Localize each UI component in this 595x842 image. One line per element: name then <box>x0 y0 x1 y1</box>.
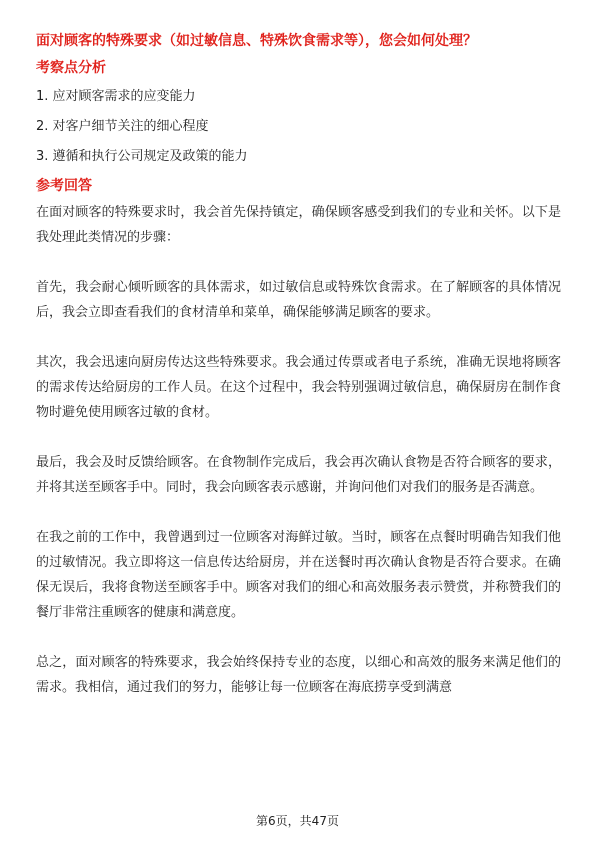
analysis-item: 1. 应对顾客需求的应变能力 <box>36 89 196 104</box>
analysis-list <box>36 82 561 172</box>
analysis-title: 考察点分析 <box>36 60 106 76</box>
answer-paragraph: 最后，我会及时反馈给顾客。在食物制作完成后，我会再次确认食物是否符合顾客的要求，并将其送至顾客手中。同时，我会向顾客表示感谢，并询问他们对我们的服务是否满意。 <box>36 455 561 495</box>
question-heading: 面对顾客的特殊要求（如过敏信息、特殊饮食需求等），您会如何处理？ <box>36 33 477 49</box>
answer-paragraph: 在面对顾客的特殊要求时，我会首先保持镇定，确保顾客感受到我们的专业和关怀。以下是我处理此类情况的步骤： <box>36 205 561 245</box>
document-page <box>36 30 561 700</box>
page-number: 第6页，共47页 <box>256 814 339 828</box>
answer-title: 参考回答 <box>36 178 92 194</box>
analysis-item: 2. 对客户细节关注的细心程度 <box>36 119 209 134</box>
answer-paragraph: 其次，我会迅速向厨房传达这些特殊要求。我会通过传票或者电子系统，准确无误地将顾客的需求传达给厨房的工作人员。在这个过程中，我会特别强调过敏信息，确保厨房在制作食物时避免使用顾客过敏的食材。 <box>36 355 561 420</box>
analysis-item: 3. 遵循和执行公司规定及政策的能力 <box>36 149 248 164</box>
answer-paragraph: 总之，面对顾客的特殊要求，我会始终保持专业的态度，以细心和高效的服务来满足他们的需求。我相信，通过我们的努力，能够让每一位顾客在海底捞享受到满意 <box>36 655 561 695</box>
answer-paragraph: 首先，我会耐心倾听顾客的具体需求，如过敏信息或特殊饮食需求。在了解顾客的具体情况后，我会立即查看我们的食材清单和菜单，确保能够满足顾客的要求。 <box>36 280 561 320</box>
answer-paragraph: 在我之前的工作中，我曾遇到过一位顾客对海鲜过敏。当时，顾客在点餐时明确告知我们他的过敏情况。我立即将这一信息传达给厨房，并在送餐时再次确认食物是否符合要求。在确保无误后，我将食物送至顾客手中。顾客对我们的细心和高效服务表示赞赏，并称赞我们的餐厅非常注重顾客的健康和满意度。 <box>36 530 561 620</box>
answer-body <box>36 200 561 700</box>
